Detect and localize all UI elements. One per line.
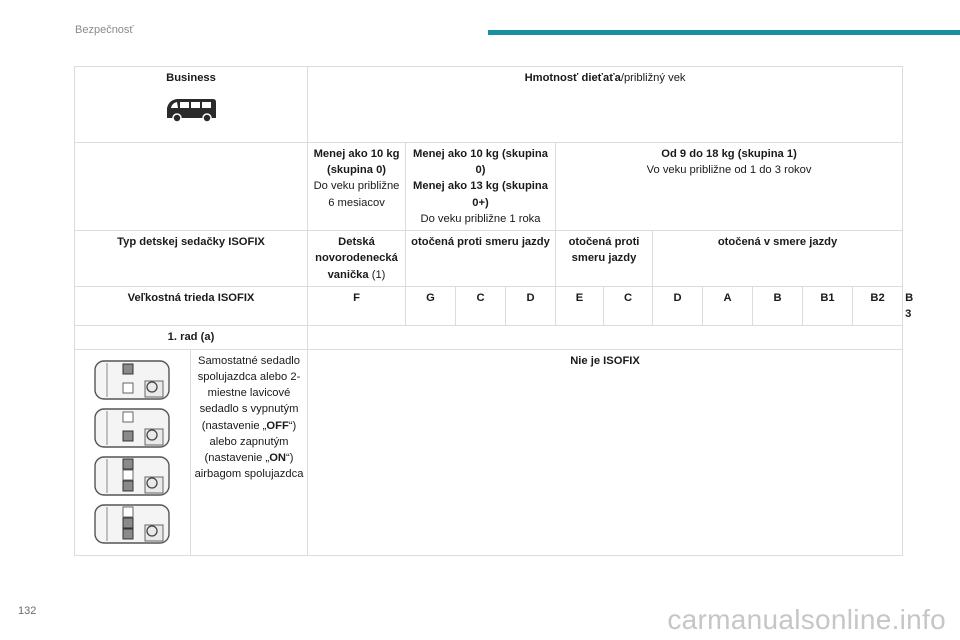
- size-class-cell: F: [308, 286, 406, 325]
- row-label-row: [75, 326, 903, 349]
- weight-group-row: [75, 143, 903, 231]
- size-class-label: Veľkostná trieda ISOFIX: [75, 286, 308, 325]
- group-1-title: Od 9 do 18 kg (skupina 1): [661, 148, 797, 160]
- vehicle-label: Business: [166, 72, 216, 84]
- empty-cell: [75, 143, 308, 231]
- size-class-cell: D: [653, 286, 703, 325]
- rear-facing-cell-1: otočená proti smeru jazdy: [406, 231, 556, 287]
- not-isofix-cell: Nie je ISOFIX: [308, 349, 903, 555]
- section-title: Bezpečnosť: [75, 24, 134, 36]
- page-number: 132: [18, 605, 37, 617]
- seat-desc-part3: “) airbagom spolujazdca: [194, 451, 304, 481]
- seat-type-row: [75, 231, 903, 287]
- van-icon: [163, 96, 219, 124]
- size-class-cell: C: [604, 286, 653, 325]
- seat-layout-3-diagram: [93, 455, 173, 497]
- group-0plus-age: Do veku približne 1 roka: [420, 212, 541, 225]
- table-header-row: [75, 67, 903, 143]
- bassinet-label: Detská novorodenecká vanička: [315, 236, 398, 281]
- size-class-cell: B1: [803, 286, 853, 325]
- size-class-cell: G: [406, 286, 456, 325]
- forward-facing-cell: otočená v smere jazdy: [653, 231, 903, 287]
- seat-description: [191, 349, 308, 555]
- group-1-age: Vo veku približne od 1 do 3 rokov: [646, 164, 812, 177]
- seat-desc-part1: Samostatné sedadlo spolujazdca alebo 2-miestne lavicové sedadlo s vypnutým (nastavenie „: [197, 354, 301, 432]
- size-class-cell: C: [456, 286, 506, 325]
- off-setting-label: OFF: [266, 419, 289, 432]
- size-class-cell: B2: [853, 286, 903, 325]
- bassinet-note: (1): [371, 268, 386, 281]
- group-0plus-cell: [406, 143, 556, 231]
- seat-layout-1-diagram: [93, 359, 173, 401]
- group-1-cell: [556, 143, 903, 231]
- group-0-title: Menej ako 10 kg (skupina 0): [313, 148, 400, 177]
- on-setting-label: ON: [269, 451, 286, 464]
- size-class-cell: D: [506, 286, 556, 325]
- bassinet-cell: [308, 231, 406, 287]
- seat-layout-4-diagram: [93, 503, 173, 545]
- empty-cell: [308, 326, 903, 349]
- size-class-cell: A: [703, 286, 753, 325]
- weight-title-cell: [308, 67, 903, 143]
- group-0-cell: [308, 143, 406, 231]
- seat-type-label: Typ detskej sedačky ISOFIX: [75, 231, 308, 287]
- seat-desc-part2: “) alebo zapnutým (nastavenie „: [204, 419, 297, 464]
- weight-title-bold: Hmotnosť dieťaťa: [524, 72, 621, 84]
- size-class-row: Veľkostná trieda ISOFIX F G C D E C D A B B1 B2 B3: [75, 286, 903, 325]
- seat-layout-2-diagram: [93, 407, 173, 449]
- size-class-cell: E: [556, 286, 604, 325]
- size-class-cell: B: [753, 286, 803, 325]
- isofix-table: [74, 66, 914, 556]
- seat-row: [75, 349, 903, 555]
- group-0plus-title-1: Menej ako 10 kg (skupina 0): [413, 148, 548, 177]
- section-accent-bar: [488, 30, 960, 35]
- row-label: 1. rad (a): [75, 326, 308, 349]
- watermark: carmanualsonline.info: [667, 604, 946, 635]
- seat-diagram-cell: [75, 349, 191, 555]
- group-0-age: Do veku približne 6 mesiacov: [313, 180, 400, 209]
- rear-facing-cell-2: otočená proti smeru jazdy: [556, 231, 653, 287]
- group-0plus-title-2: Menej ako 13 kg (skupina 0+): [413, 180, 548, 209]
- vehicle-cell: [75, 67, 308, 143]
- weight-title-rest: /približný vek: [620, 72, 686, 84]
